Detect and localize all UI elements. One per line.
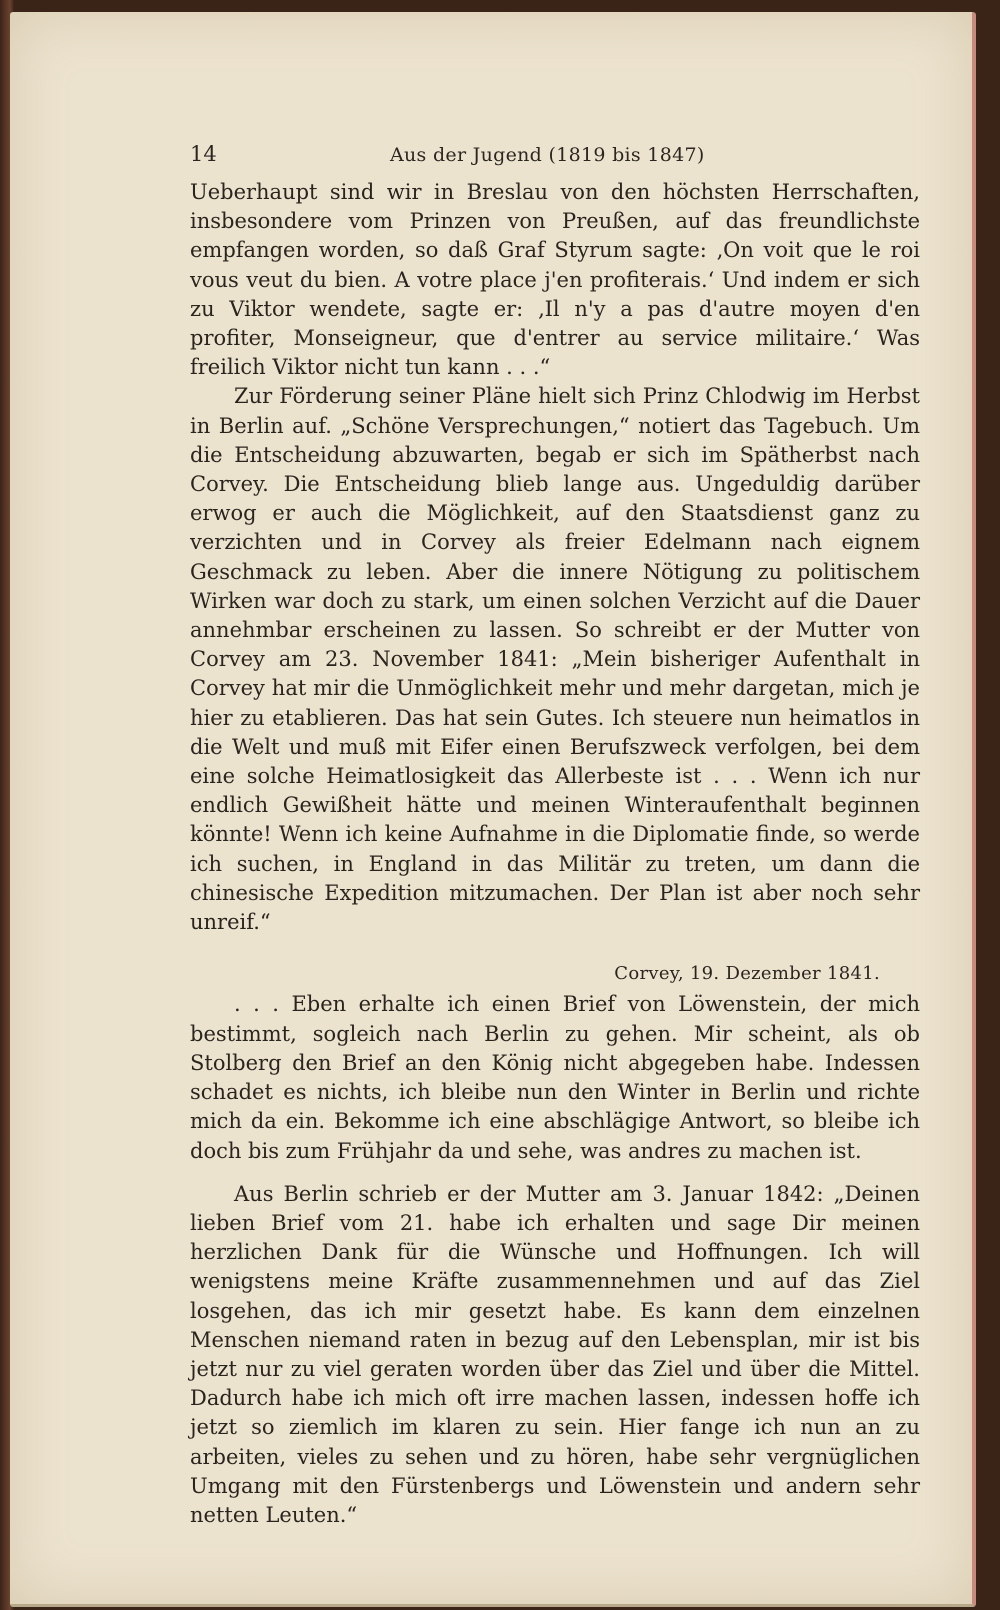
paragraph-breslau: Ueberhaupt sind wir in Breslau von den höchsten Herrschaften, insbesondere vom Prinzen von Preußen, auf das freundlichste empfangen worden, so daß Graf Styrum sagte: ‚On voit que le roi vous veut du bien. A votre place j'en profiterais.‘ Und indem er sich zu Viktor wendete, sagte er: ‚Il n'y a pas d'autre moyen d'en profiter, Monseigneur, que d'entrer au service militaire.‘ Was freilich Viktor nicht tun kann . . .“: [190, 180, 920, 380]
body-text: [190, 178, 920, 1530]
paragraph-letter-berlin: Aus Berlin schrieb er der Mutter am 3. Januar 1842: „Deinen lieben Brief vom 21. habe ich erhalten und sage Dir meinen herzlichen Dank für die Wünsche und Hoffnungen. Ich will wenigstens meine Kräfte zusammennehmen und auf das Ziel losgehen, das ich mir gesetzt habe. Es kann dem einzelnen Menschen niemand raten in bezug auf den Lebensplan, mir ist bis jetzt nur zu viel geraten worden über das Ziel und über die Mittel. Dadurch habe ich mich oft irre machen lassen, indessen hoffe ich jetzt so ziemlich im klaren zu sein. Hier fange ich nun an zu arbeiten, vieles zu sehen und zu hören, habe sehr vergnüglichen Umgang mit den Fürstenbergs und Löwenstein und andern sehr netten Leuten.“: [190, 1181, 920, 1527]
paragraph-letter-corvey: . . . Eben erhalte ich einen Brief von Löwenstein, der mich bestimmt, sogleich nach Berlin zu gehen. Mir scheint, als ob Stolberg den Brief an den König nicht abgegeben habe. Indessen schadet es nichts, ich bleibe nun den Winter in Berlin und richte mich da ein. Bekomme ich eine abschlägige Antwort, so bleibe ich doch bis zum Frühjahr da und sehe, was andres zu machen ist.: [190, 992, 920, 1163]
letter-dateline: Corvey, 19. Dezember 1841.: [614, 963, 880, 985]
page-number: 14: [190, 142, 217, 166]
running-head: Aus der Jugend (1819 bis 1847): [390, 144, 705, 166]
page-header: [190, 142, 915, 172]
paragraph-berlin-herbst: Zur Förderung seiner Pläne hielt sich Prinz Chlodwig im Herbst in Berlin auf. „Schöne Versprechungen,“ notiert das Tagebuch. Um die Entscheidung abzuwarten, begab er sich im Spätherbst nach Corvey. Die Entscheidung blieb lange aus. Ungeduldig darüber erwog er auch die Möglichkeit, auf den Staatsdienst ganz zu verzichten und in Corvey als freier Edelmann nach eignem Geschmack zu leben. Aber die innere Nötigung zu politischem Wirken war doch zu stark, um einen solchen Verzicht auf die Dauer annehmbar erscheinen zu lassen. So schreibt er der Mutter von Corvey am 23. November 1841: „Mein bisheriger Aufenthalt in Corvey hat mir die Unmöglichkeit mehr und mehr dargetan, mich je hier zu etablieren. Das hat sein Gutes. Ich steuere nun heimatlos in die Welt und muß mit Eifer einen Berufszweck verfolgen, bei dem eine solche Heimatlosigkeit das Allerbeste ist . . . Wenn ich nur endlich Gewißheit hätte und meinen Winteraufenthalt beginnen könnte! Wenn ich keine Aufnahme in die Diplomatie finde, so werde ich suchen, in England in das Militär zu treten, um dann die chinesische Expedition mitzumachen. Der Plan ist aber noch sehr unreif.“: [190, 384, 920, 935]
